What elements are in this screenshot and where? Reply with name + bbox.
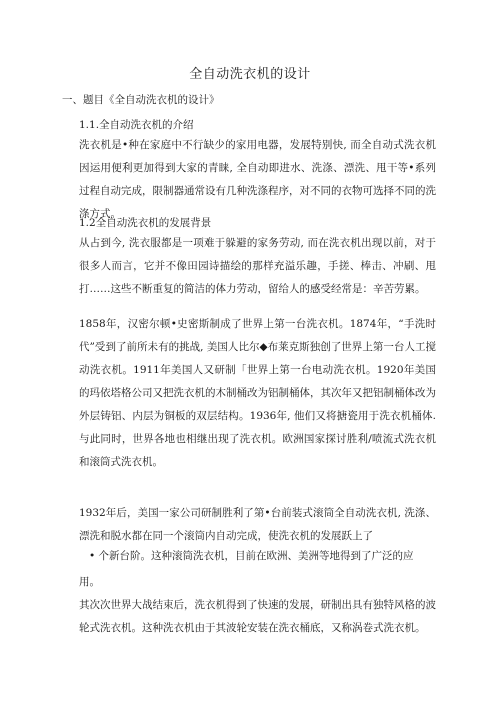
paragraph-postwar: 其次次世界大战结束后，洗衣机得到了快速的发展，研制出具有独特风格的波轮式洗衣机。这种洗衣机由于其波轮安装在洗衣桶底，又称涡卷式洗衣机。 xyxy=(79,599,436,634)
paragraph-intro: 洗衣机是•种在家庭中不行缺少的家用电器，发展特别快, 而全自动式洗衣机因运用便利更加得到大家的青睐, 全自动即进水、洗涤、漂洗、甩干等•系列过程自动完成，限制器通常设有几种洗涤程序，对不同的衣物可选择不同的洗涤方式。 xyxy=(79,139,436,220)
subsection-heading-1-2: 1.2全自动洗衣机的发展背景 xyxy=(79,217,212,229)
paragraph-1932: 1932年后，美国一家公司研制胜利了第•台前装式滚筒全自动洗衣机, 洗涤、漂洗和脱水都在同一个滚筒内自动完成，使洗衣机的发展跃上了 xyxy=(79,507,436,542)
paragraph-history: 1858年，汉密尔顿•史密斯制成了世界上第一台洗衣机。1874年，“手洗时代”受到了前所未有的挑战, 美国人比尔◆布莱克斯独创了世界上第一台人工搅动洗衣机。1911年美国人又研制「世界上第一台电动洗衣机。1920年美国的玛依塔格公司又把洗衣机的木制桶改为铝制桶体，其次年又把铝制桶体改为外层铸铝、内层为铜板的双层结构。1936年, 他们又将搪瓷用于洗衣机桶体. 与此同时，世界各地也相继出现了洗衣机。欧洲国家探讨胜利/喷流式洗衣机和滚筒式洗衣机。 xyxy=(79,318,436,468)
paragraph-background-1: 从占到今, 洗衣服都是一项难于躲避的家务劳动, 而在洗衣机出现以前，对于很多人而言，它并不像田园诗描绘的那样充溢乐趣，手搓、棒击、冲刷、甩打……这些不断重复的简洁的体力劳动，留给人的感受经常是：辛苦劳累。 xyxy=(79,237,436,295)
document-title: 全自动洗衣机的设计 xyxy=(189,67,311,82)
bullet-continuation: 用。 xyxy=(79,576,100,588)
section-heading-1: 一、题目《全自动洗衣机的设计》 xyxy=(62,94,220,106)
bullet-item: • 个新台阶。这种滚筒洗衣机，目前在欧洲、美洲等地得到了广泛的应 xyxy=(89,550,414,562)
subsection-heading-1-1: 1.1.全自动洗衣机的介绍 xyxy=(79,119,194,131)
